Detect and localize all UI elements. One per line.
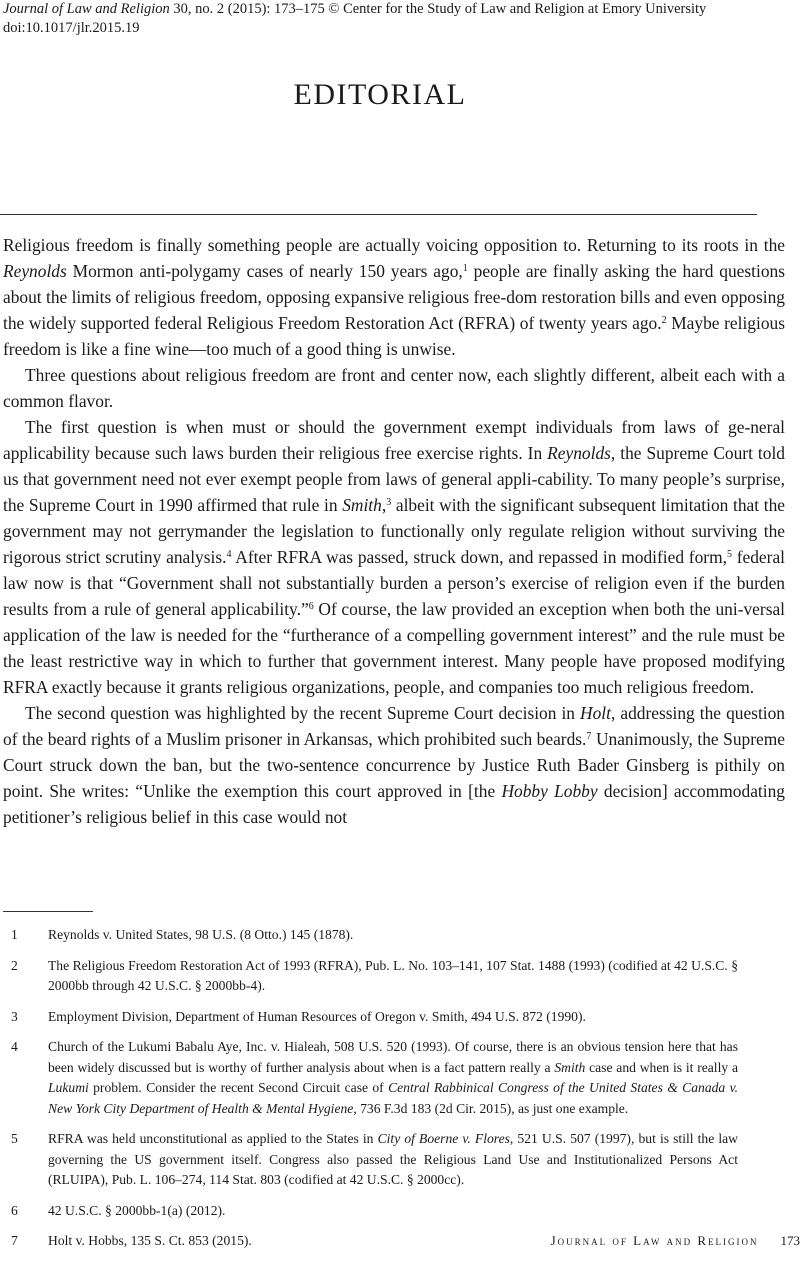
text-run: 42 U.S.C. § 2000bb-1(a) (2012). [48, 1203, 225, 1218]
footnote-ref[interactable]: 5 [727, 549, 732, 560]
footnote-ref[interactable]: 2 [662, 315, 667, 326]
footnote-text [48, 1201, 738, 1222]
journal-name: Journal of Law and Religion [3, 1, 170, 17]
italic-text: Reynolds [3, 261, 67, 281]
footnote-number: 4 [3, 1037, 48, 1119]
text-run: Church of the Lukumi Babalu Aye, Inc. v. Hialeah, 508 U.S. 520 (1993). Of course, there is an obvious tension here that has been widely discussed but is worthy of further analysis about when is a fact pattern really a [48, 1039, 738, 1075]
footnote-text [48, 1129, 738, 1191]
text-run: Religious freedom is finally something people are actually voicing opposition to. Returning to its roots in the [3, 235, 785, 255]
text-run: , [382, 495, 386, 515]
footnote-text [48, 925, 738, 946]
footer-journal: Journal of Law and Religion [551, 1233, 759, 1248]
text-run: , 736 F.3d 183 (2d Cir. 2015), as just one example. [353, 1101, 628, 1116]
running-footer [551, 1233, 800, 1249]
paragraph [3, 414, 785, 700]
text-run: Maybe religious freedom is like a fine wine—too much of a good thing is unwise. [3, 313, 785, 359]
footnote-ref[interactable]: 4 [226, 549, 231, 560]
text-run: federal law now is that “Government shall not substantially burden a person’s exercise of religion even if the burden results from a rule of general applicability.” [3, 547, 785, 619]
text-run: problem. Consider the recent Second Circuit case of [89, 1080, 388, 1095]
text-run: Holt v. Hobbs, 135 S. Ct. 853 (2015). [48, 1233, 252, 1248]
footnote-number: 2 [3, 956, 48, 997]
footnote-ref[interactable]: 3 [386, 497, 391, 508]
text-run: Three questions about religious freedom are front and center now, each slightly different, albeit each with a common flavor. [3, 365, 785, 411]
paragraph [3, 362, 785, 414]
footnote [3, 956, 738, 997]
text-run: After RFRA was passed, struck down, and repassed in modified form, [231, 547, 726, 567]
footnote [3, 1201, 738, 1222]
text-run: Of course, the law provided an exception when both the uni-versal application of the law is needed for the “furtherance of a compelling government interest” and the rule must be the least restrictive way in which to further that government interest. Many people have proposed modifying RFRA exactly because it grants religious organizations, people, and companies too much religious freedom. [3, 599, 785, 697]
text-run: The second question was highlighted by the recent Supreme Court decision in [25, 703, 580, 723]
italic-text: Reynolds [547, 443, 611, 463]
footnote-rule [3, 911, 93, 912]
footnote [3, 925, 738, 946]
footnote-number: 6 [3, 1201, 48, 1222]
text-run: decision] accommodating petitioner’s religious belief in this case would not [3, 781, 785, 827]
italic-text: Hobby Lobby [501, 781, 597, 801]
paragraph [3, 232, 785, 362]
text-run: The first question is when must or should the government exempt individuals from laws of ge-neral applicability because such laws burden their religious free exercise rights. In [3, 417, 785, 463]
page-number: 173 [781, 1233, 800, 1248]
italic-text: Smith [342, 495, 382, 515]
footnote-text [48, 1007, 738, 1028]
text-run: Reynolds v. United States, 98 U.S. (8 Otto.) 145 (1878). [48, 927, 353, 942]
title-rule [0, 214, 757, 215]
footnote-number: 3 [3, 1007, 48, 1028]
italic-text: City of Boerne v. Flores [378, 1131, 510, 1146]
footnote-text [48, 1037, 738, 1119]
text-run: , 521 U.S. 507 (1997), but is still the law governing the US government itself. Congress also passed the Religious Land Use and Institutionalized Persons Act (RLUIPA), Pub. L. 106–274, 114 Stat. 803 (codified at 42 U.S.C. § 2000cc). [48, 1131, 738, 1187]
footnote-text [48, 956, 738, 997]
text-run: , the Supreme Court told us that government need not ever exempt people from laws of general appli-cability. To many people’s surprise, the Supreme Court in 1990 affirmed that rule in [3, 443, 785, 515]
text-run: people are finally asking the hard questions about the limits of religious freedom, opposing expansive religious free-dom restoration bills and even opposing the widely supported federal Religious Freedom Restoration Act (RFRA) of twenty years ago. [3, 261, 785, 333]
footnote-ref[interactable]: 7 [586, 731, 591, 742]
paragraph [3, 700, 785, 830]
footnote-number: 1 [3, 925, 48, 946]
text-run: The Religious Freedom Restoration Act of 1993 (RFRA), Pub. L. No. 103–141, 107 Stat. 1488 (1993) (codified at 42 U.S.C. § 2000bb through 42 U.S.C. § 2000bb-4). [48, 958, 738, 994]
doi: doi:10.1017/jlr.2015.19 [3, 19, 706, 38]
footnote-ref[interactable]: 6 [309, 601, 314, 612]
article-title: EDITORIAL [0, 78, 760, 112]
citation: 30, no. 2 (2015): 173–175 © Center for the Study of Law and Religion at Emory University [170, 1, 707, 17]
italic-text: Holt [580, 703, 611, 723]
text-run: Employment Division, Department of Human Resources of Oregon v. Smith, 494 U.S. 872 (1990). [48, 1009, 586, 1024]
footnotes [3, 925, 738, 1262]
text-run: Mormon anti-polygamy cases of nearly 150 years ago, [67, 261, 463, 281]
footnote [3, 1037, 738, 1119]
text-run: Unanimously, the Supreme Court struck down the ban, but the two-sentence concurrence by Justice Ruth Bader Ginsberg is pithily on point. She writes: “Unlike the exemption this court approved in [the [3, 729, 785, 801]
text-run: , addressing the question of the beard rights of a Muslim prisoner in Arkansas, which prohibited such beards. [3, 703, 785, 749]
article-body [3, 232, 785, 830]
footnote [3, 1007, 738, 1028]
text-run: RFRA was held unconstitutional as applied to the States in [48, 1131, 378, 1146]
italic-text: Central Rabbinical Congress of the United States & Canada v. New York City Department of Health & Mental Hygiene [48, 1080, 738, 1116]
text-run: albeit with the significant subsequent limitation that the government may not gerrymander the legislation to functionally only regulate religion without surviving the rigorous strict scrutiny analysis. [3, 495, 785, 567]
footnote-number: 5 [3, 1129, 48, 1191]
italic-text: Lukumi [48, 1080, 89, 1095]
italic-text: Smith [554, 1060, 585, 1075]
running-header [3, 0, 706, 38]
footnote [3, 1129, 738, 1191]
footnote-ref[interactable]: 1 [463, 263, 468, 274]
footnote-number: 7 [3, 1231, 48, 1252]
text-run: case and when is it really a [585, 1060, 738, 1075]
